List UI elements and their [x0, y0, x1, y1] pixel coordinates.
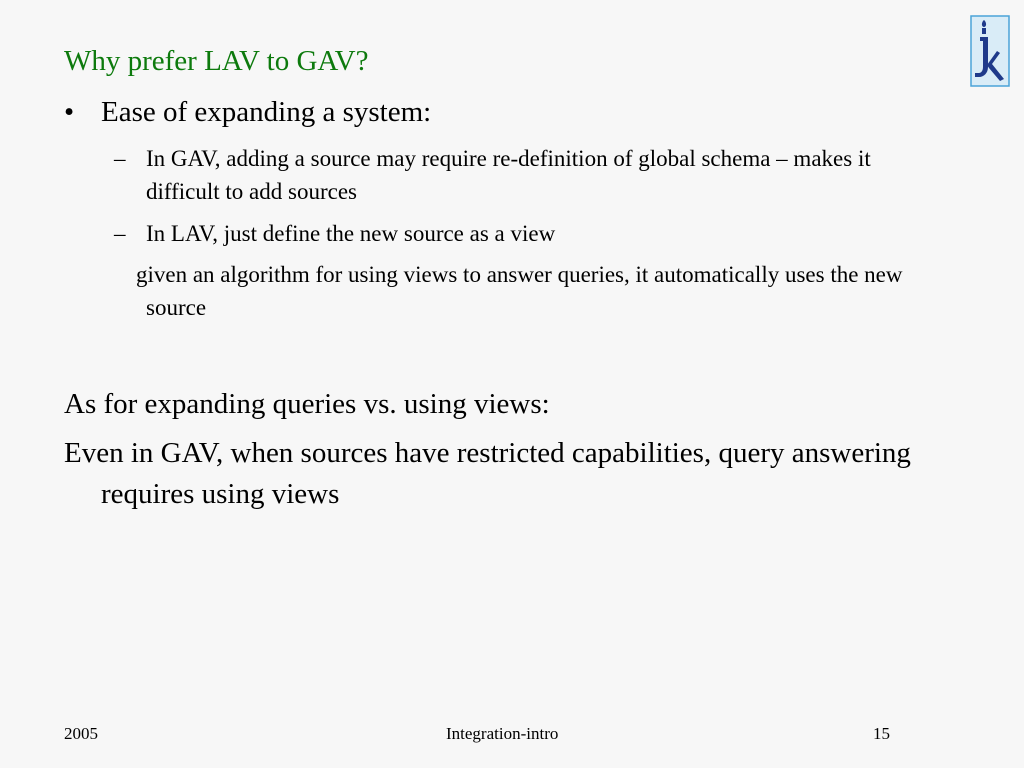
- paragraph-expanding-queries: [64, 384, 964, 425]
- subbullet-text: In GAV, adding a source may require re-definition of global schema – makes it difficult to add sources: [146, 146, 871, 204]
- footer-title: Integration-intro: [446, 724, 559, 743]
- note-text: [136, 258, 946, 324]
- paragraph-gav-restricted: [64, 433, 964, 515]
- slide-title: Why prefer LAV to GAV?: [64, 45, 369, 77]
- footer-page-number: 15: [873, 724, 890, 743]
- institution-logo-icon: [970, 15, 1010, 87]
- footer-date: 2005: [64, 724, 98, 743]
- subbullet-marker: –: [114, 221, 126, 246]
- subbullet-marker: –: [114, 146, 126, 171]
- paragraph-text: As for expanding queries vs. using views:: [64, 388, 550, 420]
- subbullet-text: In LAV, just define the new source as a view: [146, 221, 556, 246]
- paragraph-text: Even in GAV, when sources have restricted capabilities, query answering requires using views: [64, 437, 911, 510]
- note-body: given an algorithm for using views to answer queries, it automatically uses the new source: [136, 262, 903, 320]
- bullet-marker: •: [64, 96, 75, 128]
- subbullet-gav: [114, 142, 946, 208]
- bullet-ease-of-expanding: [64, 95, 431, 130]
- bullet-text: Ease of expanding a system:: [101, 96, 432, 128]
- subbullet-lav: [114, 217, 946, 250]
